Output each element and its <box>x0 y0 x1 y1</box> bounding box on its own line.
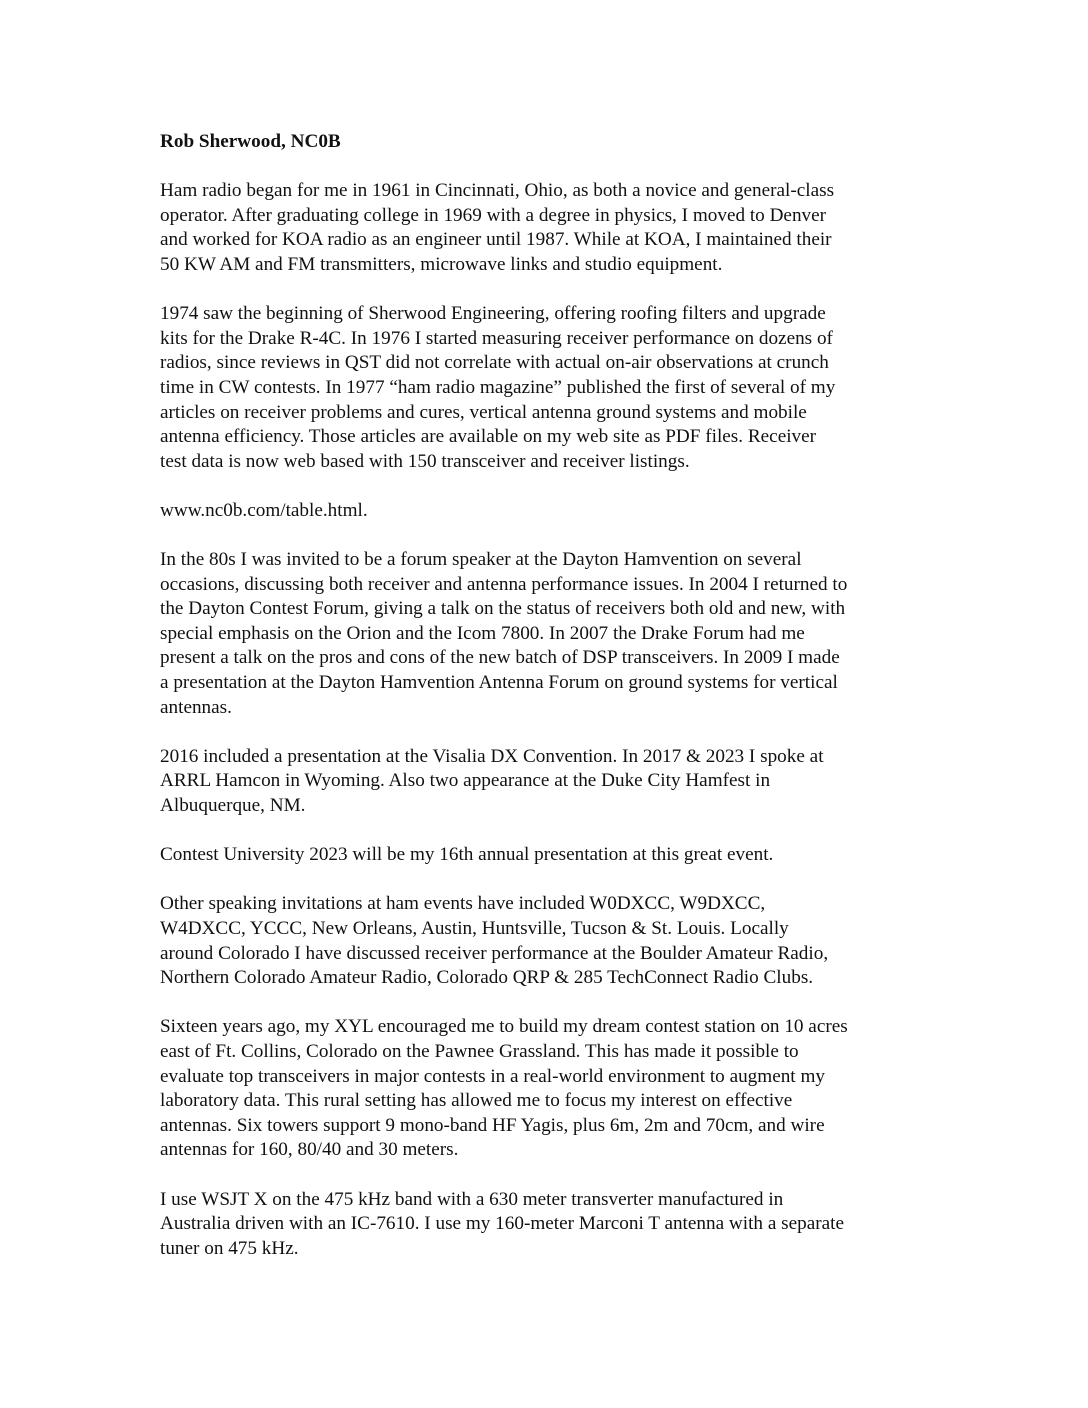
paragraph <box>160 302 950 474</box>
paragraph-line: I use WSJT X on the 475 kHz band with a 630 meter transverter manufactured in <box>160 1188 784 1210</box>
paragraph-line: www.nc0b.com/table.html. <box>160 499 368 521</box>
paragraph-line: the Dayton Contest Forum, giving a talk on the status of receivers both old and new, with <box>160 598 846 620</box>
paragraph <box>160 892 950 990</box>
paragraph-line: evaluate top transceivers in major contests in a real-world environment to augment my <box>160 1065 825 1087</box>
paragraph-line: antennas. Six towers support 9 mono-band HF Yagis, plus 6m, 2m and 70cm, and wire <box>160 1114 825 1136</box>
paragraph-line: kits for the Drake R-4C. In 1976 I started measuring receiver performance on dozens of <box>160 327 833 349</box>
paragraph-line: Albuquerque, NM. <box>160 795 306 817</box>
paragraph-line: operator. After graduating college in 1969 with a degree in physics, I moved to Denver <box>160 204 827 226</box>
paragraph-line: present a talk on the pros and cons of the new batch of DSP transceivers. In 2009 I made <box>160 647 840 669</box>
paragraph-line: antennas. <box>160 696 232 718</box>
paragraph-line: occasions, discussing both receiver and antenna performance issues. In 2004 I returned to <box>160 573 848 595</box>
paragraph-line: Australia driven with an IC-7610. I use my 160-meter Marconi T antenna with a separate <box>160 1213 844 1235</box>
paragraph-line: 50 KW AM and FM transmitters, microwave links and studio equipment. <box>160 253 723 275</box>
paragraph-line: around Colorado I have discussed receiver performance at the Boulder Amateur Radio, <box>160 942 829 964</box>
paragraph-line: W4DXCC, YCCC, New Orleans, Austin, Huntsville, Tucson & St. Louis. Locally <box>160 918 789 939</box>
paragraph-line: radios, since reviews in QST did not correlate with actual on-air observations at crunch <box>160 352 829 374</box>
paragraph-line: articles on receiver problems and cures, vertical antenna ground systems and mobile <box>160 401 807 423</box>
document-body <box>160 179 950 1261</box>
paragraph-line: 1974 saw the beginning of Sherwood Engineering, offering roofing filters and upgrade <box>160 303 826 325</box>
paragraph-line: and worked for KOA radio as an engineer until 1987. While at KOA, I maintained their <box>160 229 832 251</box>
paragraph-line: time in CW contests. In 1977 “ham radio magazine” published the first of several of my <box>160 376 836 398</box>
paragraph-line: Ham radio began for me in 1961 in Cincinnati, Ohio, as both a novice and general-class <box>160 180 835 202</box>
paragraph <box>160 1188 950 1262</box>
paragraph-line: antennas for 160, 80/40 and 30 meters. <box>160 1139 459 1161</box>
paragraph-line: Northern Colorado Amateur Radio, Colorado QRP & 285 TechConnect Radio Clubs. <box>160 967 814 989</box>
paragraph <box>160 179 950 277</box>
paragraph-line: In the 80s I was invited to be a forum speaker at the Dayton Hamvention on several <box>160 549 802 571</box>
paragraph-line: tuner on 475 kHz. <box>160 1237 299 1259</box>
paragraph-line: ARRL Hamcon in Wyoming. Also two appearance at the Duke City Hamfest in <box>160 770 771 792</box>
paragraph <box>160 843 950 868</box>
paragraph <box>160 745 950 819</box>
paragraph-line: Other speaking invitations at ham events have included W0DXCC, W9DXCC, <box>160 893 766 915</box>
paragraph-line: special emphasis on the Orion and the Icom 7800. In 2007 the Drake Forum had me <box>160 622 805 644</box>
paragraph-line: east of Ft. Collins, Colorado on the Pawnee Grassland. This has made it possible to <box>160 1040 799 1062</box>
paragraph <box>160 1015 950 1163</box>
paragraph-line: 2016 included a presentation at the Visalia DX Convention. In 2017 & 2023 I spoke at <box>160 745 824 767</box>
paragraph <box>160 499 950 524</box>
paragraph-line: laboratory data. This rural setting has allowed me to focus my interest on effective <box>160 1090 793 1112</box>
document-page <box>160 130 950 1286</box>
document-title: Rob Sherwood, NC0B <box>160 131 341 152</box>
paragraph-line: Sixteen years ago, my XYL encouraged me to build my dream contest station on 10 acres <box>160 1016 848 1038</box>
paragraph-line: antenna efficiency. Those articles are available on my web site as PDF files. Receiver <box>160 426 817 448</box>
paragraph-line: a presentation at the Dayton Hamvention Antenna Forum on ground systems for vertical <box>160 672 838 694</box>
paragraph <box>160 548 950 720</box>
paragraph-line: Contest University 2023 will be my 16th annual presentation at this great event. <box>160 844 774 866</box>
paragraph-line: test data is now web based with 150 transceiver and receiver listings. <box>160 450 690 472</box>
